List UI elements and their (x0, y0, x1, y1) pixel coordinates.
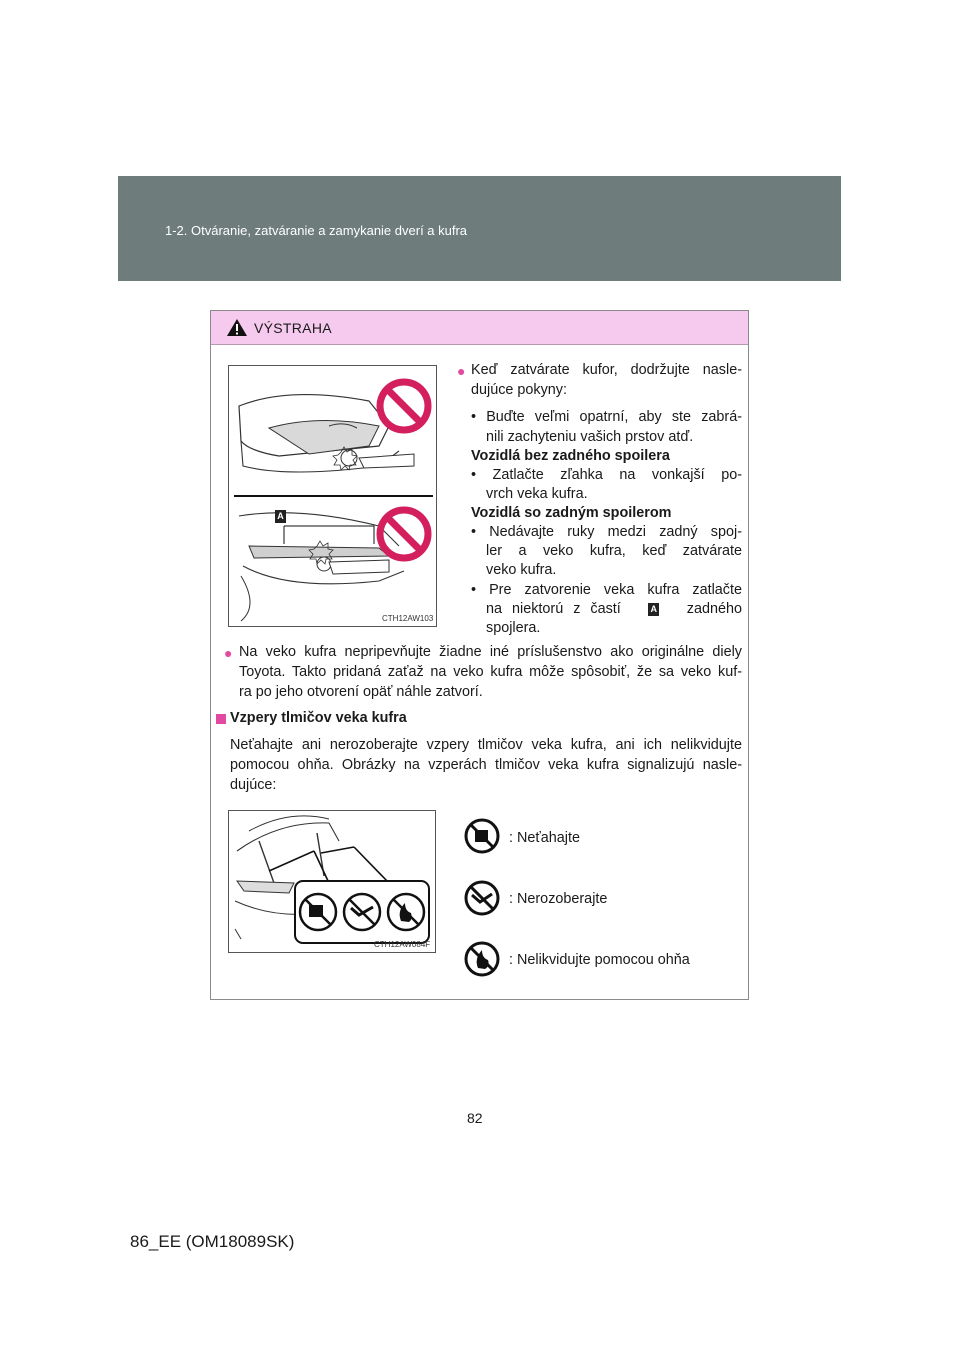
figure1-code: CTH12AW103 (382, 614, 434, 623)
dash4-line1: • Pre zatvorenie veka kufra zatlačte (471, 582, 742, 598)
bullet2-line2: Toyota. Takto pridaná zaťaž na veko kufra môže spôsobiť, že sa veko kuf- (239, 664, 742, 680)
warning-box (210, 310, 749, 1000)
dash1-line2: nili zachyteniu vašich prstov atď. (486, 429, 694, 445)
dash3-line2: ler a veko kufra, keď zatvárate (486, 543, 742, 559)
strut-labels-illustration (228, 810, 436, 953)
prohibition-sign-upper (380, 382, 428, 430)
para-line2: pomocou ohňa. Obrázky na vzperách tlmičov veka kufra signalizujú nasle- (230, 757, 742, 773)
para-line3: dujúce: (230, 777, 277, 793)
legend-label-no-fire: : Nelikvidujte pomocou ohňa (509, 952, 690, 968)
legend-label-no-pulling: : Neťahajte (509, 830, 580, 846)
car-trunk-drawing (229, 366, 437, 627)
trunk-struts-drawing (229, 811, 436, 953)
dash3-line3: veko kufra. (486, 562, 557, 578)
section-heading: Vzpery tlmičov veka kufra (230, 710, 407, 726)
no-pulling-icon (463, 817, 501, 855)
figure-marker-a: A (275, 505, 286, 523)
bullet2-line1: Na veko kufra nepripevňujte žiadne iné príslušenstvo ako originálne diely (239, 644, 742, 660)
dash4-line2-end: zadného (686, 601, 742, 617)
bullet2-line3: ra po jeho otvorení opäť náhle zatvorí. (239, 684, 483, 700)
no-fire-icon (463, 940, 501, 978)
dash4-line3: spojlera. (486, 620, 541, 636)
dash1-line1: • Buďte veľmi opatrní, aby ste zabrá- (471, 409, 742, 425)
dash4-line2 (486, 600, 742, 620)
document-code: 86_EE (OM18089SK) (130, 1232, 295, 1251)
page-header (118, 176, 841, 281)
dash2-line1: • Zatlačte zľahka na vonkajší po- (471, 467, 742, 483)
section-title: 1-2. Otváranie, zatváranie a zamykanie dverí a kufra (165, 223, 468, 238)
no-disassembly-icon (463, 879, 501, 917)
para-line1: Neťahajte ani nerozoberajte vzpery tlmičov veka kufra, ani ich nelikvidujte (230, 737, 742, 753)
dash3-line1: • Nedávajte ruky medzi zadný spoj- (471, 524, 742, 540)
heading-no-spoiler: Vozidlá bez zadného spoilera (471, 448, 670, 464)
legend-label-no-disassembly: : Nerozoberajte (509, 891, 608, 907)
dash4-line2-start: na niektorú z častí (486, 601, 621, 617)
part-marker-a: A (648, 603, 659, 616)
page-number: 82 (467, 1110, 483, 1126)
bullet1-line1: Keď zatvárate kufor, dodržujte nasle- (471, 362, 742, 378)
warning-title: VÝSTRAHA (254, 320, 332, 336)
section-square-marker (216, 714, 226, 724)
bullet-dot: ● (224, 645, 233, 661)
figure2-code: CTH12AW084F (374, 940, 431, 949)
bullet1-line2: dujúce pokyny: (471, 382, 567, 398)
trunk-closing-illustration (228, 365, 437, 627)
warning-header (211, 311, 748, 345)
heading-with-spoiler: Vozidlá so zadným spoilerom (471, 505, 672, 521)
strut-no-fire-icon (388, 894, 424, 930)
strut-no-disassembly-icon (344, 894, 380, 930)
strut-no-pulling-icon (300, 894, 336, 930)
warning-triangle-icon (226, 318, 248, 337)
bullet-dot: ● (457, 363, 466, 379)
dash2-line2: vrch veka kufra. (486, 486, 588, 502)
